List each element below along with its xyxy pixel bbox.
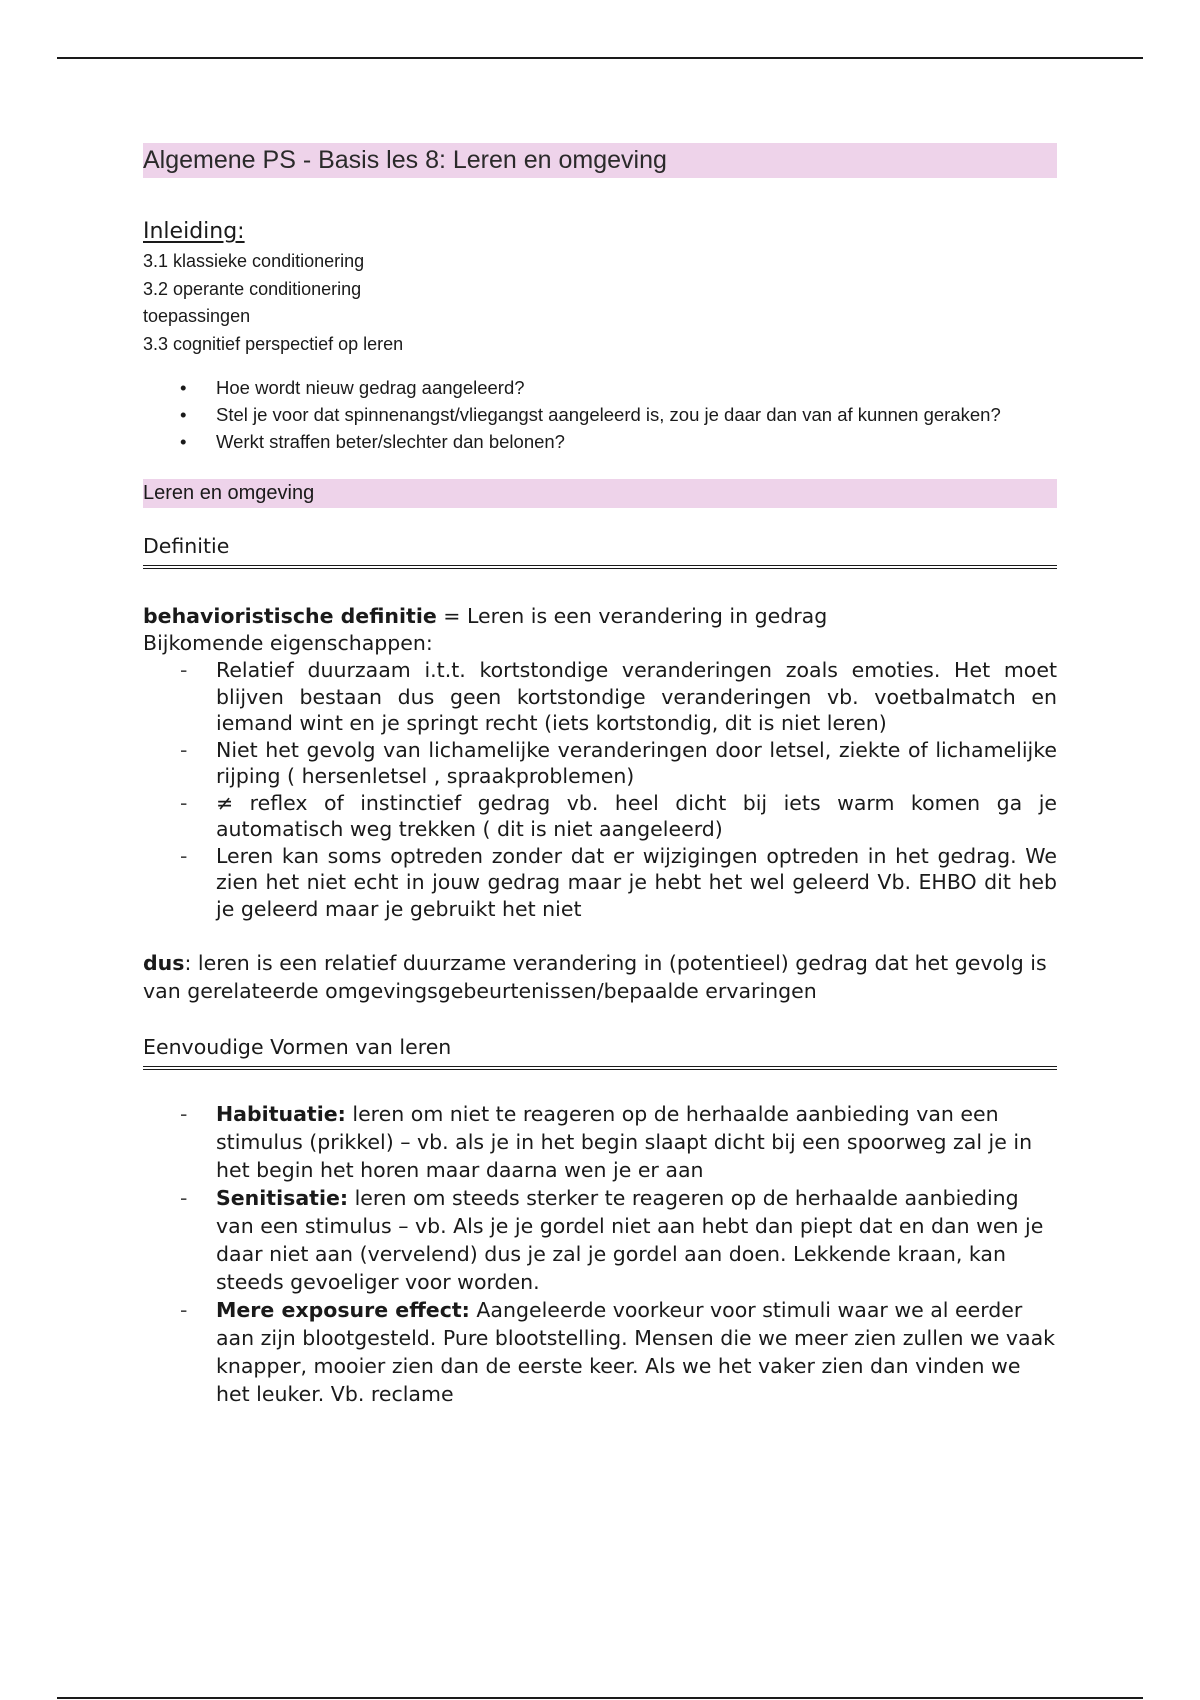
form-text: Aangeleerde voorkeur voor stimuli waar we al eerder aan zijn blootgesteld. Pure blootstelling. Mensen die we meer zien zullen we vaak knapper, mooier zien dan de eerste keer. Als we het vaker zien dan vinden we het leuker. Vb. reclame <box>216 1298 1056 1406</box>
dash-icon: - <box>180 1186 188 1210</box>
learning-forms-list <box>143 1100 1057 1408</box>
question-text: Werkt straffen beter/slechter dan belonen? <box>216 431 565 452</box>
toc-item: 3.1 klassieke conditionering <box>143 251 365 271</box>
dash-icon: - <box>180 737 188 762</box>
definition-term: behavioristische definitie <box>143 604 437 628</box>
form-text: leren om steeds sterker te reageren op de herhaalde aanbieding van een stimulus – vb. Als je je gordel niet aan hebt dan piept dat en dan wen je daar niet aan (vervelend) dus je zal je gordel aan doen. Lekkende kraan, kan steeds gevoeliger voor worden. <box>216 1186 1044 1294</box>
toc-item: 3.3 cognitief perspectief op leren <box>143 333 404 354</box>
toc-item: 3.2 operante conditionering <box>143 278 362 299</box>
question-item <box>143 374 1057 401</box>
dash-icon: - <box>180 790 188 815</box>
properties-list <box>143 657 1057 922</box>
form-text: leren om niet te reageren op de herhaalde aanbieding van een stimulus (prikkel) – vb. als je in het begin slaapt dicht bij een spoorweg zal je in het begin het horen maar daarna wen je er aan <box>216 1102 1033 1182</box>
question-item <box>143 428 1057 455</box>
definitie-heading: Definitie <box>143 532 1057 569</box>
document-page <box>143 143 1057 1408</box>
intro-heading: Inleiding: <box>143 219 245 244</box>
question-item <box>143 401 1057 428</box>
dash-icon: - <box>180 658 188 682</box>
bullet-icon: • <box>180 377 187 398</box>
conclusion-label: dus <box>143 951 185 975</box>
property-item <box>143 737 1057 790</box>
vormen-heading: Eenvoudige Vormen van leren <box>143 1033 1057 1070</box>
conclusion-text: : leren is een relatief duurzame verandering in (potentieel) gedrag dat het gevolg is van gerelateerde omgevingsgebeurtenissen/bepaalde ervaringen <box>143 951 1047 1003</box>
question-text: Stel je voor dat spinnenangst/vliegangst aangeleerd is, zou je daar dan van af kunnen geraken? <box>216 404 1001 425</box>
property-item <box>143 843 1057 923</box>
page-bottom-rule <box>57 1697 1143 1699</box>
bullet-icon: • <box>180 404 187 425</box>
question-text: Hoe wordt nieuw gedrag aangeleerd? <box>216 377 525 398</box>
intro-questions <box>143 374 1057 455</box>
property-text: ≠ reflex of instinctief gedrag vb. heel dicht bij iets warm komen ga je automatisch weg trekken ( dit is niet aangeleerd) <box>216 790 1057 841</box>
property-text: Leren kan soms optreden zonder dat er wijzigingen optreden in het gedrag. We zien het niet echt in jouw gedrag maar je hebt het wel geleerd Vb. EHBO dit heb je geleerd maar je gebruikt het niet <box>216 843 1057 921</box>
definition-statement <box>143 603 1057 630</box>
section-title: Leren en omgeving <box>143 479 1057 508</box>
bullet-icon: • <box>180 431 187 452</box>
form-term: Senitisatie: <box>216 1186 349 1210</box>
form-item <box>143 1184 1057 1296</box>
dash-icon: - <box>180 1102 188 1126</box>
dash-icon: - <box>180 1298 188 1322</box>
form-term: Habituatie: <box>216 1102 346 1126</box>
page-top-rule <box>57 57 1143 59</box>
table-of-contents <box>143 248 1057 358</box>
form-item <box>143 1296 1057 1408</box>
definition-text: = Leren is een verandering in gedrag <box>436 604 828 628</box>
property-item <box>143 657 1057 737</box>
property-item <box>143 790 1057 843</box>
toc-item: toepassingen <box>143 306 251 326</box>
document-title: Algemene PS - Basis les 8: Leren en omgeving <box>143 143 1057 178</box>
dash-icon: - <box>180 843 188 868</box>
properties-intro: Bijkomende eigenschappen: <box>143 631 433 655</box>
form-item <box>143 1100 1057 1184</box>
conclusion <box>143 949 1057 1005</box>
property-text: Niet het gevolg van lichamelijke veranderingen door letsel, ziekte of lichamelijke rijping ( hersenletsel , spraakproblemen) <box>216 737 1057 788</box>
form-term: Mere exposure effect: <box>216 1298 470 1322</box>
property-text: Relatief duurzaam i.t.t. kortstondige veranderingen zoals emoties. Het moet blijven bestaan dus geen kortstondige veranderingen vb. voetbalmatch en iemand wint en je springt recht (iets kortstondig, dit is niet leren) <box>216 658 1057 735</box>
